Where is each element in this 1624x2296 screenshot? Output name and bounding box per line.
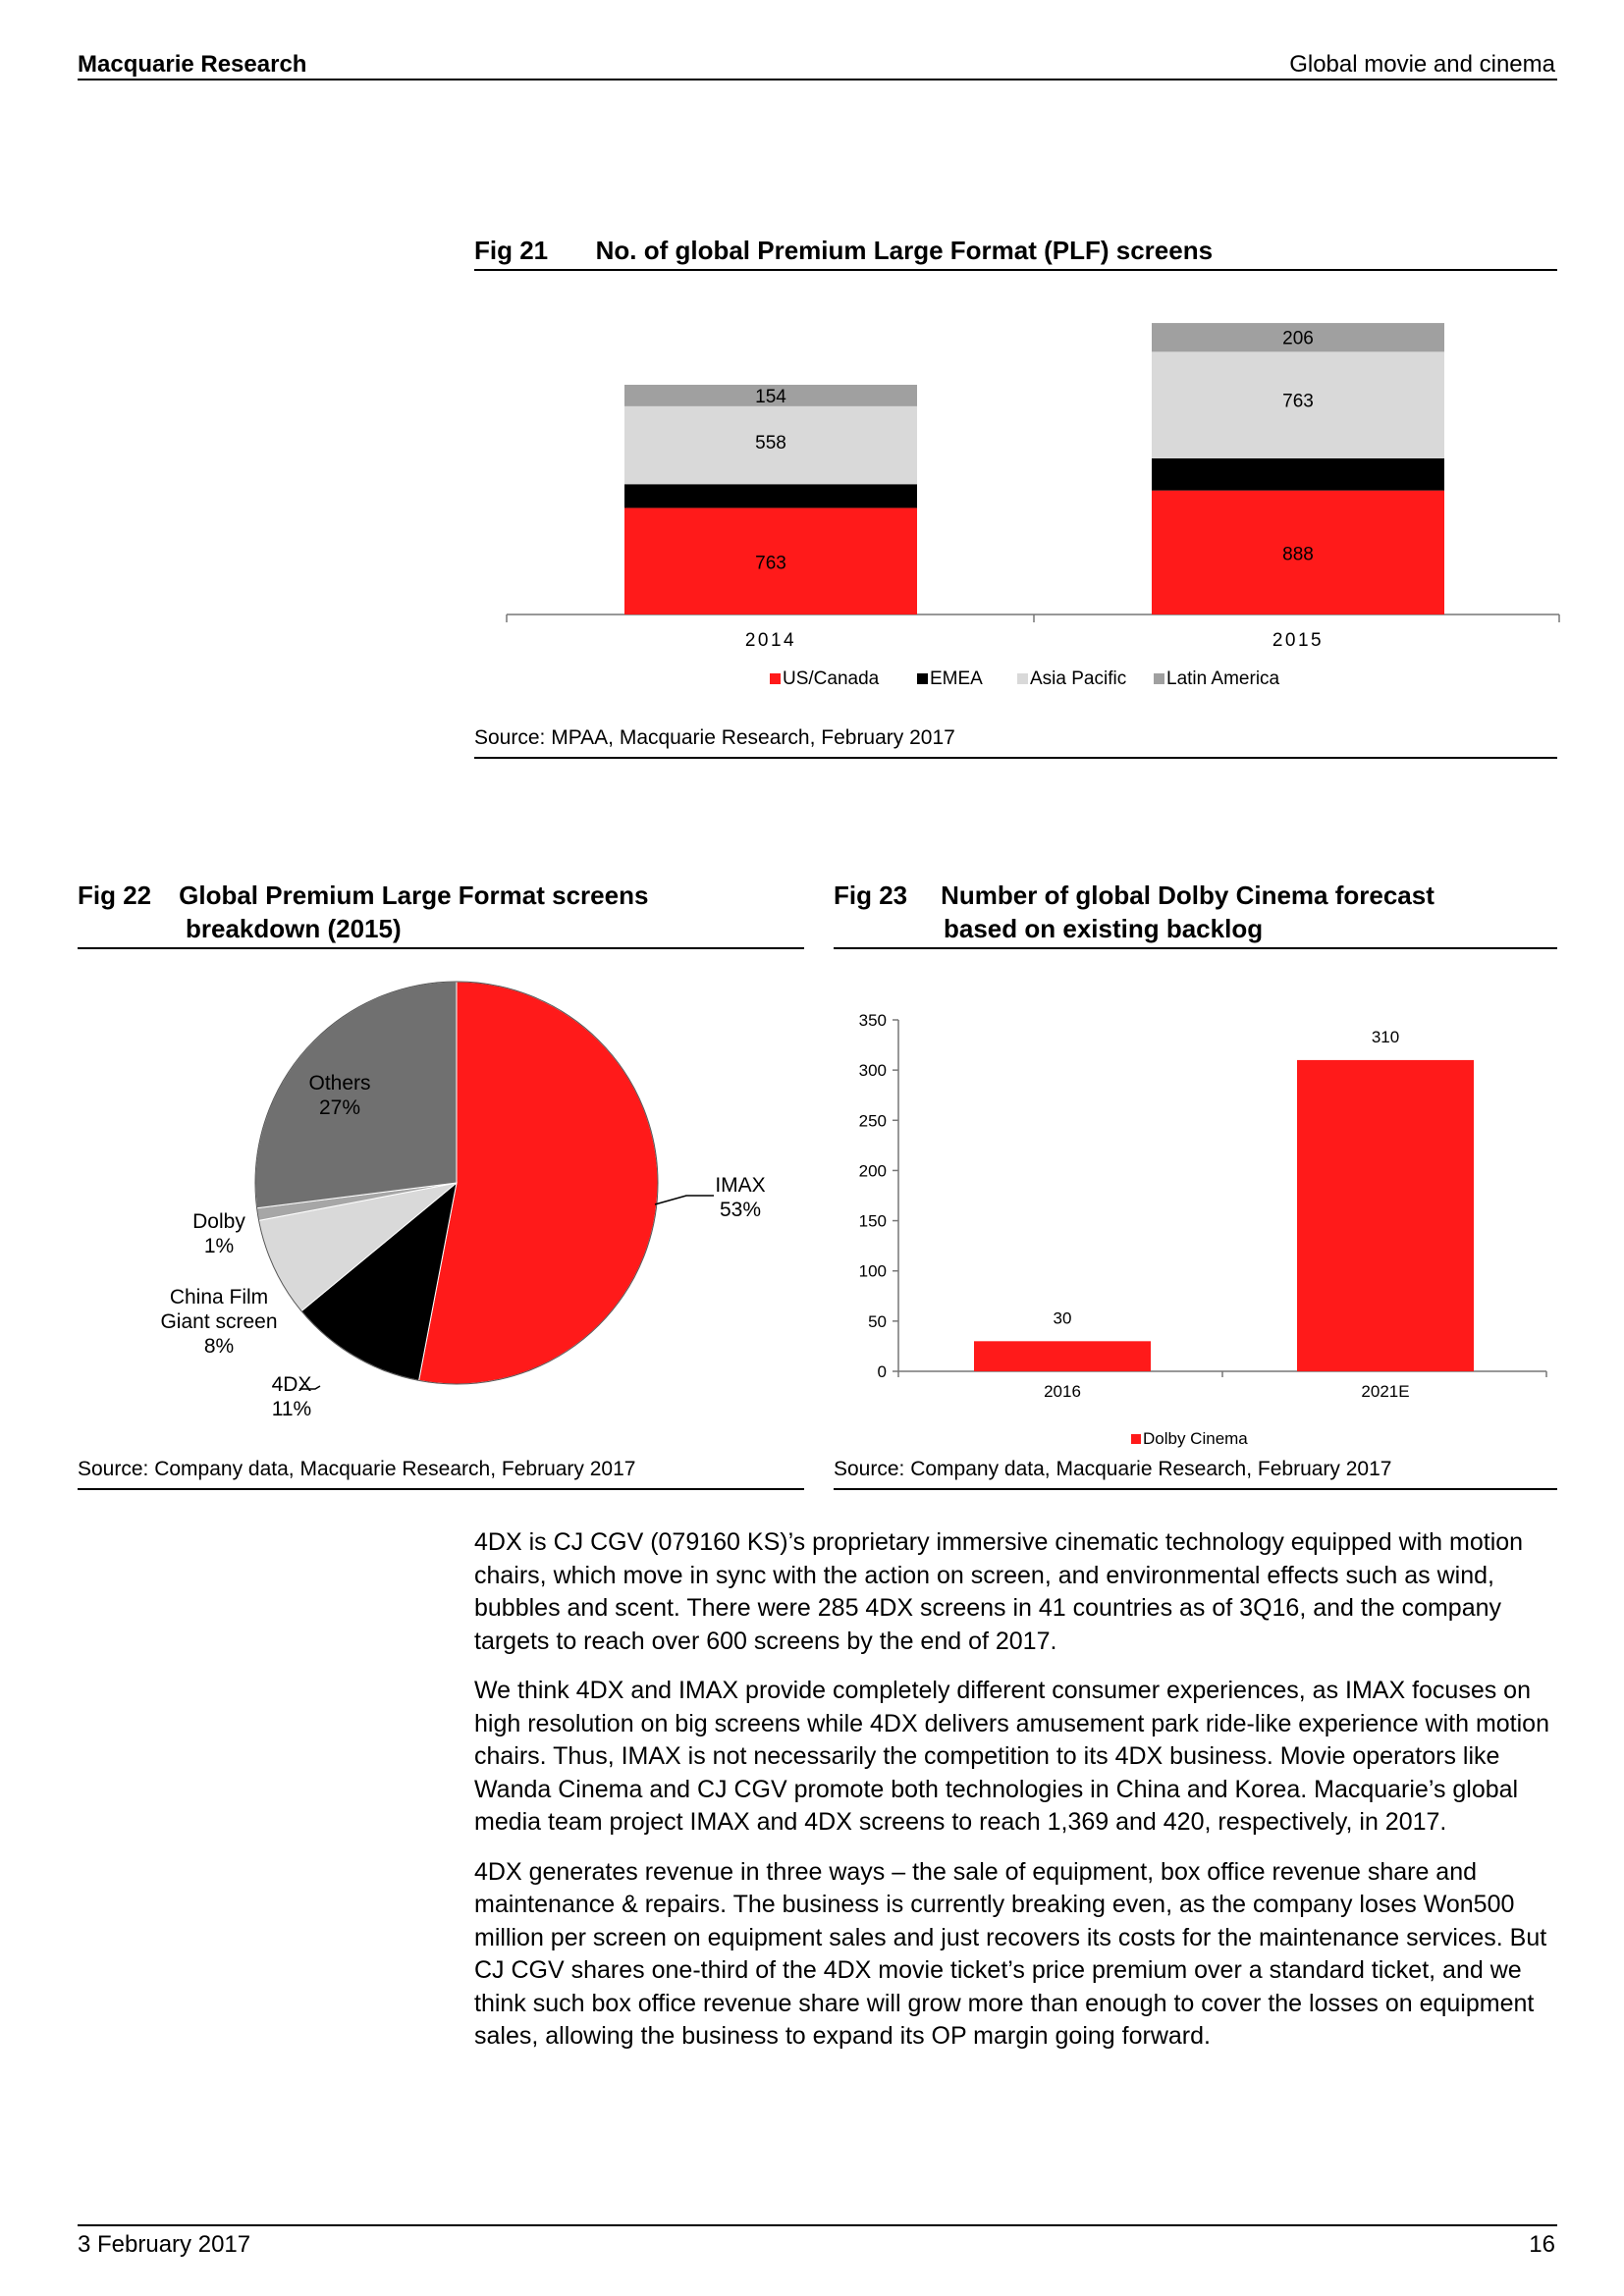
header-rule — [78, 79, 1557, 80]
fig22-label-4dx: 4DX 11% — [271, 1373, 312, 1420]
fig21-legend-swatch-us-canada — [770, 673, 781, 684]
fig23-x-tick-label: 2016 — [1044, 1382, 1081, 1401]
fig21-data-label: 763 — [755, 553, 786, 574]
fig23-legend-label: Dolby Cinema — [1143, 1429, 1248, 1448]
fig23-chart — [834, 1001, 1557, 1453]
fig23-y-tick-label: 350 — [858, 1011, 887, 1030]
fig21-legend-swatch-asia-pacific — [1017, 673, 1028, 684]
fig21-legend-swatch-emea — [917, 673, 928, 684]
fig22-title-line1: Global Premium Large Format screens — [179, 881, 649, 910]
fig21-data-label: 154 — [755, 386, 786, 407]
fig23-x-tick-label: 2021E — [1361, 1382, 1410, 1401]
fig21-data-label: 206 — [1282, 328, 1314, 349]
fig21-legend-label-us-canada: US/Canada — [783, 668, 880, 689]
fig23-data-label: 30 — [1053, 1308, 1072, 1328]
fig23-source: Source: Company data, Macquarie Research, February 2017 — [834, 1458, 1392, 1480]
fig23-data-label: 310 — [1371, 1027, 1400, 1046]
body-paragraph-2: We think 4DX and IMAX provide completely different consumer experiences, as IMAX focuses on high resolution on big screens while 4DX delivers amusement park ride-like experience with motion chairs. Thus, IMAX is not necessarily the competition to its 4DX business. Movie operators like Wanda Cinema and CJ CGV promote both technologies in China and Korea. Macquarie’s global media team project IMAX and 4DX screens to reach 1,369 and 420, respectively, in 2017. — [474, 1677, 1549, 1836]
fig23-y-tick-label: 100 — [858, 1261, 887, 1281]
footer-date: 3 February 2017 — [78, 2231, 251, 2258]
footer-rule — [78, 2224, 1557, 2226]
body-paragraph-1: 4DX is CJ CGV (079160 KS)’s proprietary immersive cinematic technology equipped with motion chairs, which move in sync with the action on screen, and environmental effects such as wind, bubbles and scent. There were 285 4DX screens in 41 countries as of 3Q16, and the company targets to reach over 600 screens by the end of 2017. — [474, 1528, 1524, 1655]
fig21-title — [474, 234, 1213, 267]
fig23-title-line1: Number of global Dolby Cinema forecast — [941, 881, 1435, 910]
fig22-pct-others: 27% — [318, 1096, 361, 1119]
fig21-legend-swatch-latin-america — [1154, 673, 1164, 684]
fig23-source-rule — [834, 1488, 1557, 1490]
body-text — [474, 1526, 1559, 2070]
fig22-chart — [78, 957, 804, 1438]
fig22-number: Fig 22 — [78, 881, 152, 910]
fig23-y-tick-label: 300 — [858, 1061, 887, 1081]
fig22-pct-imax: 53% — [719, 1199, 762, 1221]
fig21-title-text: No. of global Premium Large Format (PLF) screens — [595, 236, 1214, 265]
fig22-label-dolby: Dolby 1% — [192, 1210, 245, 1257]
fig21-number: Fig 21 — [474, 236, 549, 265]
fig21-bar-emea-2014 — [624, 484, 917, 507]
header-section-title: Global movie and cinema — [1289, 51, 1555, 78]
fig21-x-tick-label: 2014 — [744, 630, 797, 651]
fig21-data-label: 763 — [1282, 391, 1314, 412]
fig21-source-rule — [474, 757, 1557, 759]
fig23-y-tick-label: 0 — [877, 1362, 887, 1381]
fig21-legend-label-asia-pacific: Asia Pacific — [1030, 668, 1127, 689]
fig21-data-label: 888 — [1282, 544, 1314, 565]
fig22-label-china-film-giant-screen: China Film Giant screen 8% — [160, 1286, 278, 1358]
fig21-source: Source: MPAA, Macquarie Research, February 2017 — [474, 726, 955, 749]
fig21-legend-label-emea: EMEA — [930, 668, 983, 689]
fig21-chart — [474, 285, 1564, 717]
fig21-legend-label-latin-america: Latin America — [1166, 668, 1280, 689]
fig21-title-rule — [474, 269, 1557, 271]
fig23-title-rule — [834, 947, 1557, 949]
fig22-label-others: Others 27% — [308, 1072, 371, 1119]
fig23-legend-swatch — [1131, 1434, 1141, 1444]
fig23-y-tick-label: 250 — [858, 1111, 887, 1131]
fig22-source-rule — [78, 1488, 804, 1490]
fig23-y-tick-label: 200 — [858, 1161, 887, 1181]
fig21-data-label: 558 — [755, 432, 786, 454]
fig23-bar-2021e — [1297, 1060, 1474, 1371]
fig23-title-line2: based on existing backlog — [944, 914, 1264, 943]
fig23-y-tick-label: 150 — [858, 1211, 887, 1231]
fig22-slice-others — [255, 982, 457, 1208]
fig23-y-tick-label: 50 — [868, 1311, 887, 1331]
header-brand: Macquarie Research — [78, 51, 307, 78]
body-paragraph-3: 4DX generates revenue in three ways – the sale of equipment, box office revenue share and maintenance & repairs. The business is currently breaking even, as the company loses Won500 million per screen on equipment sales and just recovers its costs for the maintenance services. But CJ CGV shares one-third of the 4DX movie ticket’s price premium over a standard ticket, and we think such box office revenue share will grow more than enough to cover the losses on equipment sales, allowing the business to expand its OP margin going forward. — [474, 1857, 1547, 2050]
fig23-bar-2016 — [974, 1341, 1151, 1371]
fig22-pct-dolby: 1% — [203, 1235, 235, 1257]
fig21-bar-emea-2015 — [1152, 458, 1444, 491]
footer-page-number: 16 — [1529, 2231, 1555, 2258]
fig22-title — [78, 879, 648, 945]
fig22-pct-4dx: 11% — [271, 1398, 312, 1420]
fig22-title-line2: breakdown (2015) — [186, 914, 402, 943]
fig22-source: Source: Company data, Macquarie Research, February 2017 — [78, 1458, 636, 1480]
fig23-title — [834, 879, 1435, 945]
fig22-leader-imax — [655, 1196, 714, 1204]
fig21-x-tick-label: 2015 — [1272, 630, 1325, 651]
fig22-label-imax: IMAX 53% — [715, 1174, 766, 1221]
fig22-pct-china-film-giant-screen: 8% — [203, 1335, 235, 1358]
fig23-number: Fig 23 — [834, 881, 908, 910]
fig22-title-rule — [78, 947, 804, 949]
